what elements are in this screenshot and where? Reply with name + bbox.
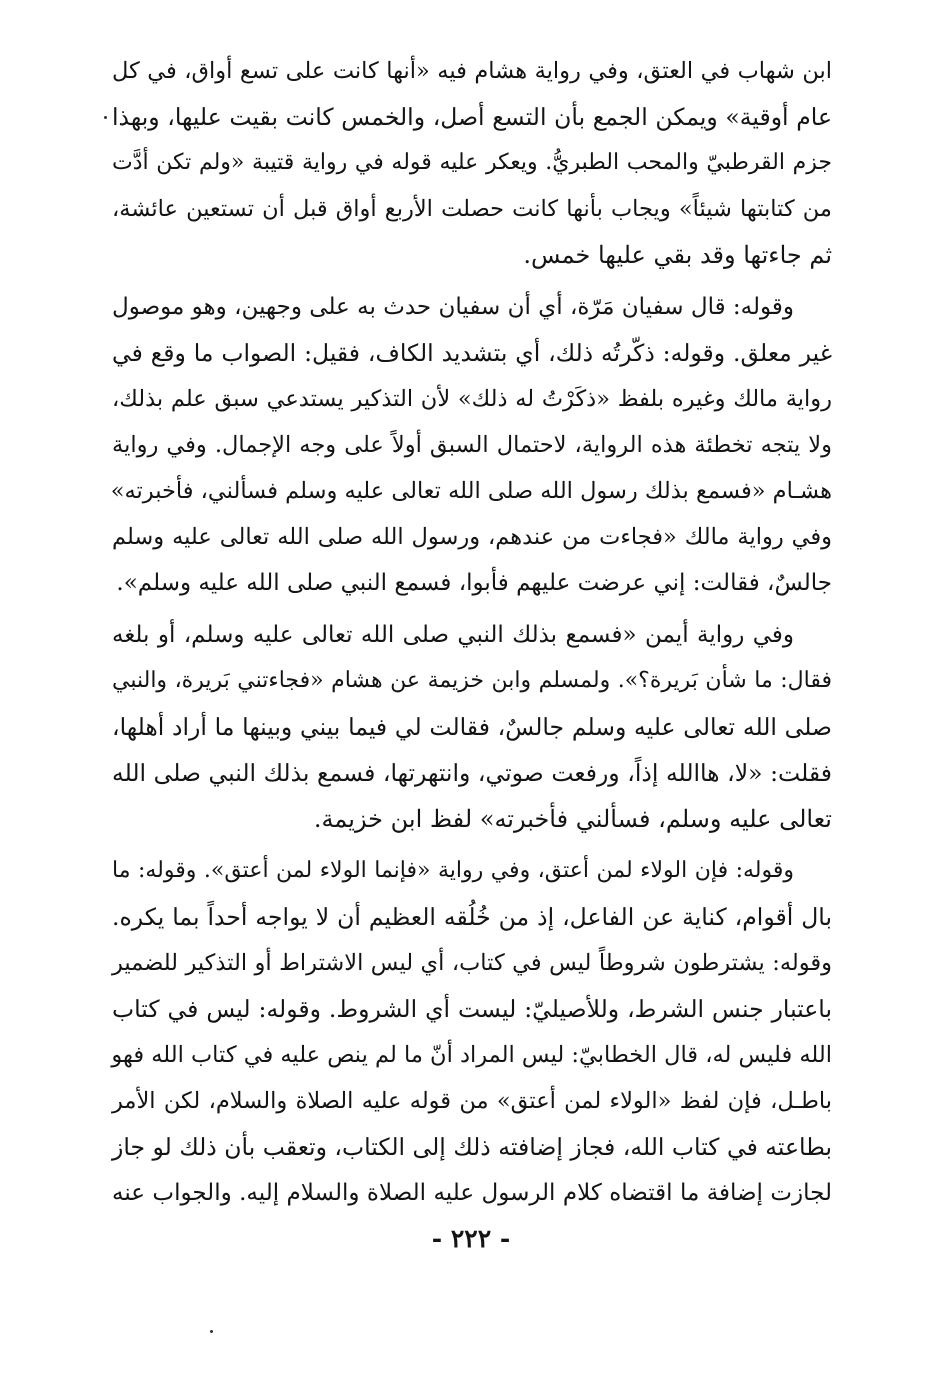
text-line: باطـل، فإن لفظ «الولاء لمن أعتق» من قوله عليه الصلاة والسلام، لكن الأمر	[112, 1088, 832, 1114]
text-line: تعالى عليه وسلم، فسألني فأخبرته» لفظ ابن خزيمة.	[313, 805, 832, 833]
text-line: فقال: ما شأن بَريرة؟». ولمسلم وابن خزيمة عن هشام «فجاءتني بَريرة، والنبي	[112, 668, 832, 693]
text-line: لجازت إضافة ما اقتضاه كلام الرسول عليه الصلاة والسلام إليه. والجواب عنه	[112, 1180, 832, 1206]
scan-speck	[210, 1330, 213, 1333]
text-line: بال أقوام، كناية عن الفاعل، إذ من خُلُقه العظيم أن لا يواجه أحداً بما يكره.	[112, 903, 832, 931]
text-line: هشـام «فسمع بذلك رسول الله صلى الله تعالى عليه وسلم فسألني، فأخبرته»	[110, 478, 832, 504]
paragraph-2	[112, 284, 832, 606]
text-line: الله فليس له، قال الخطابيّ: ليس المراد أنّ ما لم ينص عليه في كتاب الله فهو	[111, 1042, 832, 1068]
text-line: وقوله: فإن الولاء لمن أعتق، وفي رواية «فإنما الولاء لمن أعتق». وقوله: ما	[112, 858, 794, 883]
scan-speck	[104, 116, 107, 119]
text-line: جزم القرطبيّ والمحب الطبريُّ. ويعكر عليه قوله في رواية قتيبة «ولم تكن أدَّت	[112, 150, 832, 175]
text-line: وقوله: قال سفيان مَرّة، أي أن سفيان حدث به على وجهين، وهو موصول	[112, 294, 794, 320]
paragraph-4	[112, 848, 832, 1216]
text-line: باعتبار جنس الشرط، وللأصيليّ: ليست أي الشروط. وقوله: ليس في كتاب	[112, 995, 832, 1023]
text-line: فقلت: «لا، هاالله إذاً، ورفعت صوتي، وانتهرتها، فسمع بذلك النبي صلى الله	[112, 759, 832, 787]
text-line: غير معلق. وقوله: ذكّرتُه ذلك، أي بتشديد الكاف، فقيل: الصواب ما وقع في	[112, 339, 832, 367]
text-line: ابن شهاب في العتق، وفي رواية هشام فيه «أنها كانت على تسع أواق، في كل	[112, 58, 832, 84]
text-line: ثم جاءتها وقد بقي عليها خمس.	[523, 241, 832, 269]
text-line: من كتابتها شيئاً» ويجاب بأنها كانت حصلت الأربع أواق قبل أن تستعين عائشة،	[112, 196, 832, 222]
text-line: جالسٌ، فقالت: إني عرضت عليهم فأبوا، فسمع النبي صلى الله عليه وسلم».	[116, 570, 832, 596]
text-line: بطاعته في كتاب الله، فجاز إضافته ذلك إلى الكتاب، وتعقب بأن ذلك لو جاز	[112, 1133, 832, 1161]
text-line: ولا يتجه تخطئة هذه الرواية، لاحتمال السبق أولاً على وجه الإجمال. وفي رواية	[112, 432, 832, 458]
text-line: وفي رواية مالك «فجاءت من عندهم، ورسول الله صلى الله تعالى عليه وسلم	[112, 524, 832, 550]
text-line: عام أوقية» ويمكن الجمع بأن التسع أصل، والخمس كانت بقيت عليها، وبهذا	[112, 103, 832, 131]
page-number: - ٢٢٢ -	[431, 1224, 511, 1253]
text-line: صلى الله تعالى عليه وسلم جالسٌ، فقالت لي فيما بيني وبينها ما أراد أهلها،	[112, 713, 832, 741]
paragraph-3	[112, 612, 832, 842]
paragraph-1	[112, 48, 832, 278]
text-line: وفي رواية أيمن «فسمع بذلك النبي صلى الله تعالى عليه وسلم، أو بلغه	[112, 622, 794, 648]
text-line: رواية مالك وغيره بلفظ «ذكَرْتُ له ذلك» لأن التذكير يستدعي سبق علم بذلك،	[112, 386, 832, 412]
text-line: وقوله: يشترطون شروطاً ليس في كتاب، أي ليس الاشتراط أو التذكير للضمير	[112, 950, 832, 976]
